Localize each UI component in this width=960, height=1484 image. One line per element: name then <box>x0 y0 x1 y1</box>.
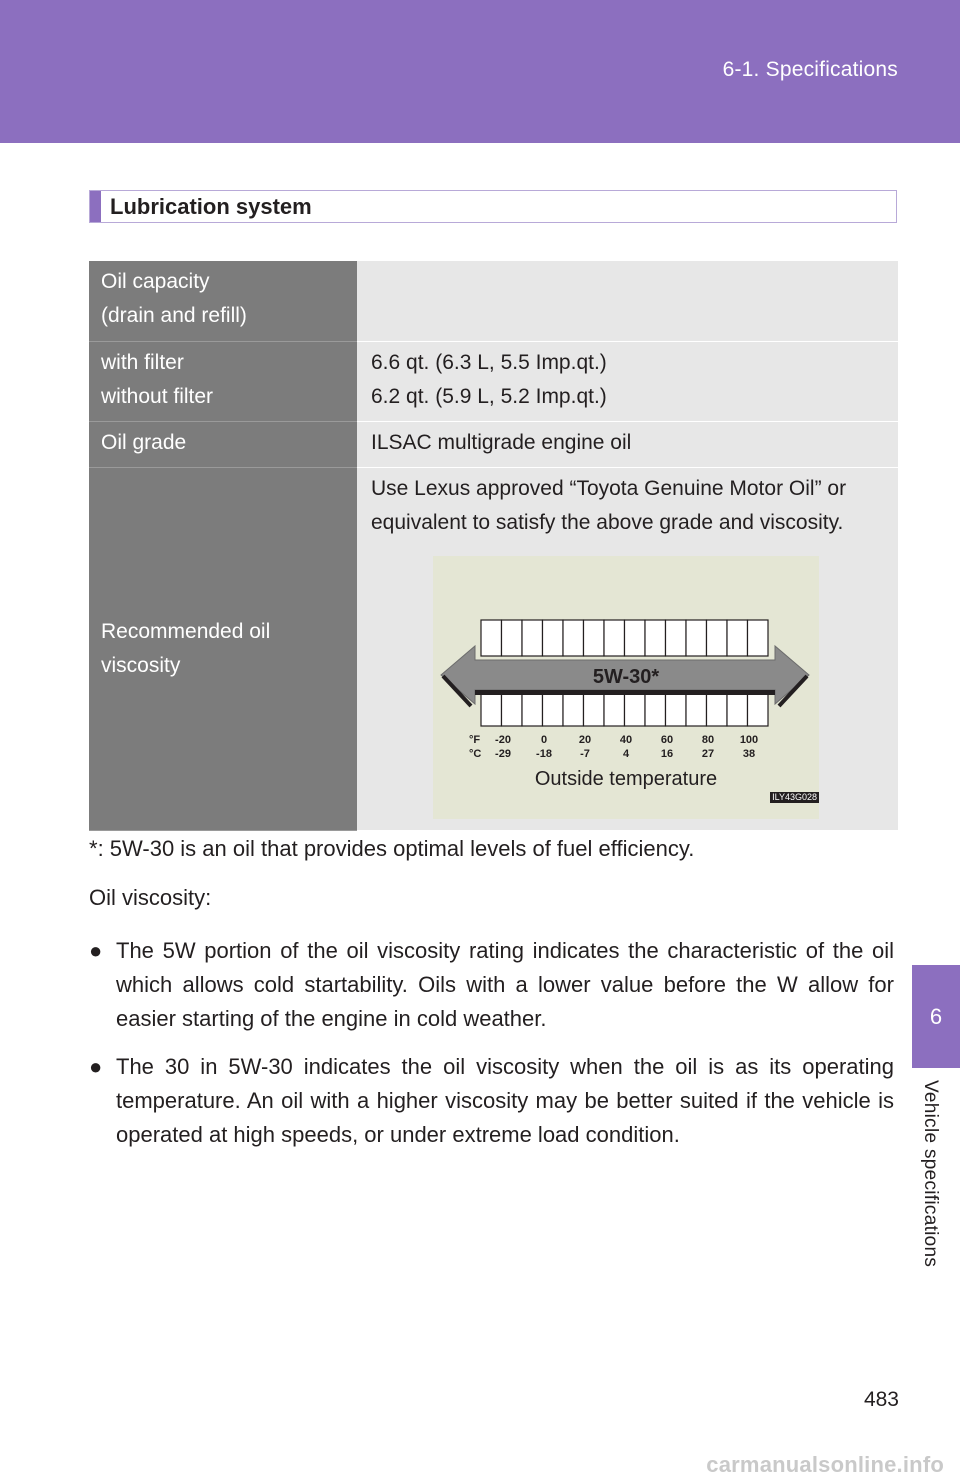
list-item <box>89 1050 894 1152</box>
grid-cell-top <box>502 620 523 656</box>
grid-cell-top <box>666 620 687 656</box>
viscosity-label <box>89 467 357 830</box>
table-row <box>89 421 898 467</box>
header-title: 6-1. Specifications <box>722 58 898 81</box>
chart-image-id: ILY43G028 <box>772 791 817 802</box>
grid-cell-top <box>481 620 502 656</box>
tick-label-celsius: -7 <box>580 747 590 760</box>
tick-label-fahrenheit: -20 <box>495 733 511 746</box>
bullet-icon: ● <box>89 1054 103 1079</box>
viscosity-subhead: Oil viscosity: <box>89 885 212 910</box>
grid-cell-bottom <box>727 694 748 726</box>
viscosity-label-line1: Recommended oil <box>101 619 271 643</box>
grid-cell-top <box>707 620 728 656</box>
grade-label: Oil grade <box>89 421 357 467</box>
viscosity-label-line2: viscosity <box>101 653 181 677</box>
grid-cell-top <box>522 620 543 656</box>
grid-cell-bottom <box>584 694 605 726</box>
page-header <box>0 0 960 143</box>
grid-cell-bottom <box>502 694 523 726</box>
tick-label-celsius: 4 <box>622 747 630 760</box>
footnote-text: : 5W-30 is an oil that provides optimal levels of fuel efficiency. <box>97 836 695 861</box>
bullet-text: The 5W portion of the oil viscosity rating indicates the characteristic of the oil which allows cold startability. Oils with a lower value before the W allow for easier starting of the engine in cold weather. <box>116 938 894 1031</box>
without-filter-label: without filter <box>101 384 214 408</box>
capacity-value <box>357 261 898 341</box>
grid-cell-bottom <box>707 694 728 726</box>
unit-fahrenheit: °F <box>469 733 481 746</box>
with-filter-value: 6.6 qt. (6.3 L, 5.5 Imp.qt.) <box>371 350 607 374</box>
bullet-text: The 30 in 5W-30 indicates the oil viscosity when the oil is as its operating temperature. An oil with a higher viscosity may be better suited if the vehicle is operated at high speeds, or under extreme load condition. <box>116 1054 894 1147</box>
grade-value: ILSAC multigrade engine oil <box>357 421 898 467</box>
viscosity-value <box>357 467 898 830</box>
capacity-label-line1: Oil capacity <box>101 270 210 293</box>
grid-cell-top <box>727 620 748 656</box>
tick-label-fahrenheit: 40 <box>619 733 633 746</box>
with-filter-label: with filter <box>101 350 184 374</box>
grid-cell-top <box>625 620 646 656</box>
tick-label-fahrenheit: 0 <box>540 733 548 746</box>
tick-label-celsius: -18 <box>536 747 552 760</box>
arrow-base-line <box>475 690 775 695</box>
capacity-label <box>89 261 357 341</box>
spec-table <box>89 261 898 831</box>
tick-label-fahrenheit: 80 <box>701 733 715 746</box>
filter-labels <box>89 341 357 421</box>
chapter-tab[interactable]: 6 <box>912 965 960 1068</box>
footnote-mark: * <box>89 836 98 861</box>
grid-cell-top <box>686 620 707 656</box>
tick-label-celsius: 27 <box>701 747 715 760</box>
grid-cell-bottom <box>625 694 646 726</box>
grid-cell-bottom <box>522 694 543 726</box>
grid-cell-top <box>543 620 564 656</box>
list-item <box>89 934 894 1036</box>
tick-label-fahrenheit: 60 <box>660 733 674 746</box>
table-row <box>89 467 898 830</box>
grid-cell-top <box>563 620 584 656</box>
grid-cell-bottom <box>481 694 502 726</box>
table-row <box>89 261 898 341</box>
footnote <box>89 836 694 862</box>
tick-label-fahrenheit: 100 <box>739 733 759 746</box>
filter-values <box>357 341 898 421</box>
tick-label-celsius: 16 <box>660 747 674 760</box>
grid-cell-bottom <box>686 694 707 726</box>
chapter-label: Vehicle specifications <box>920 1080 941 1268</box>
tick-label-fahrenheit: 20 <box>578 733 592 746</box>
grid-cell-bottom <box>543 694 564 726</box>
section-title <box>89 190 897 223</box>
chart-caption: Outside temperature <box>534 767 718 790</box>
watermark: carmanualsonline.info <box>706 1452 944 1477</box>
grid-cell-bottom <box>645 694 666 726</box>
bullet-icon: ● <box>89 938 103 963</box>
grid-cell-top <box>645 620 666 656</box>
grid-cell-bottom <box>748 694 769 726</box>
section-title-accent <box>90 191 101 222</box>
grid-cell-bottom <box>666 694 687 726</box>
grid-cell-top <box>604 620 625 656</box>
without-filter-value: 6.2 qt. (5.9 L, 5.2 Imp.qt.) <box>371 384 607 408</box>
section-title-text: Lubrication system <box>110 193 312 219</box>
grid-cell-bottom <box>604 694 625 726</box>
viscosity-chart <box>433 556 819 819</box>
table-row <box>89 341 898 421</box>
tick-label-celsius: -29 <box>495 747 511 760</box>
capacity-label-line2: (drain and refill) <box>101 304 247 327</box>
tick-label-celsius: 38 <box>742 747 756 760</box>
viscosity-note: Use Lexus approved “Toyota Genuine Motor Oil” or equivalent to satisfy the above grade and viscosity. <box>371 476 847 534</box>
grid-cell-top <box>584 620 605 656</box>
arrow-label: 5W-30* <box>592 665 660 688</box>
grid-cell-top <box>748 620 769 656</box>
page-number: 483 <box>863 1388 899 1411</box>
grid-cell-bottom <box>563 694 584 726</box>
unit-celsius: °C <box>469 747 482 760</box>
